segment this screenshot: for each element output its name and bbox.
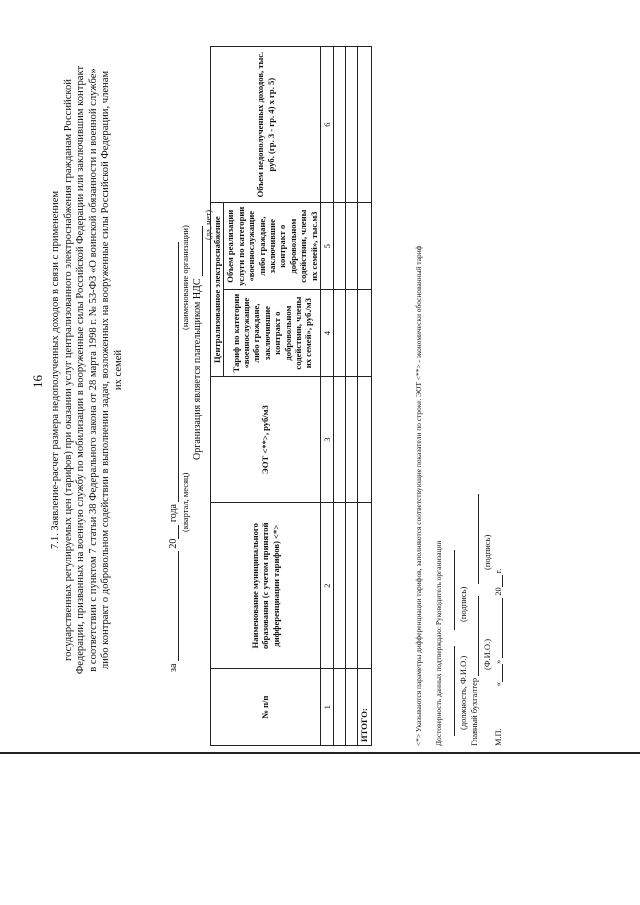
vat-text: Организация является плательщиком НДС [192, 278, 203, 460]
page-divider [0, 752, 640, 754]
title-line-6: их семей [112, 349, 124, 391]
header-eot: ЭОТ <**>, руб/м3 [211, 377, 321, 503]
title-line-4: в соответствии с пунктом 7 статьи 38 Федерального закона от 28 марта 1998 г. № 53-ФЗ «О воинской обязанности и военной службе» [87, 68, 99, 672]
cell[interactable] [358, 377, 371, 503]
month-field[interactable] [494, 598, 503, 658]
cell[interactable] [334, 47, 346, 203]
day-field[interactable] [494, 664, 503, 682]
footnote-2: Достоверность данных подтверждаю: Руководитель организации [434, 540, 443, 746]
form-title [50, 40, 126, 700]
cell[interactable] [346, 503, 358, 669]
cell[interactable] [346, 377, 358, 503]
col-number-2: 2 [321, 503, 334, 669]
period-line [168, 242, 179, 672]
period-field[interactable] [168, 551, 179, 661]
title-line-2: государственных регулируемых цен (тарифов) при оказании услуг централизованного электроснабжения гражданам Российской [62, 79, 74, 661]
cell[interactable] [334, 669, 346, 746]
title-line-1: 7.1. Заявление-расчет размера недополученных доходов в связи с применением [50, 190, 61, 550]
sign-caption: (подпись) [458, 586, 468, 622]
stamp-date-line [494, 569, 503, 746]
cell[interactable] [358, 503, 371, 669]
director-name-field[interactable] [446, 646, 455, 736]
vat-caption: (да, нет) [203, 209, 213, 240]
accountant-line [470, 494, 479, 746]
date-close-quote: » [494, 659, 503, 665]
sign-caption-2: (подпись) [482, 534, 492, 570]
col-number-4: 4 [321, 290, 334, 377]
header-volume: Объем реализации услуги по категории «военнослужащие либо граждане, заключившие контракт о добровольном содействии, члены их семей», тыс.м3 [224, 203, 321, 290]
director-signature-block [446, 550, 455, 736]
accountant-name-field[interactable] [470, 596, 479, 676]
cell[interactable] [334, 503, 346, 669]
period-caption: (квартал, месяц) [180, 472, 190, 532]
cell[interactable] [346, 47, 358, 203]
table-row [346, 47, 358, 746]
date-suffix: г. [494, 568, 503, 574]
calculation-table [210, 46, 372, 746]
header-lost-income: Объем недополученных доходов, тыс. руб. (гр. 3 - гр. 4) x гр. 5) [211, 47, 321, 203]
table-row [334, 47, 346, 746]
date-year: 20 [494, 587, 503, 596]
period-prefix: за [168, 663, 179, 672]
chief-accountant-label: Главный бухгалтер [470, 677, 479, 746]
accountant-sign-field[interactable] [470, 494, 479, 584]
cell[interactable] [358, 203, 371, 290]
col-number-3: 3 [321, 377, 334, 503]
title-line-5: либо контракт о добровольном содействии в выполнении задач, возложенных на вооруженные силы Российской Федерации, членам [100, 70, 112, 670]
date-open-quote: « [494, 682, 503, 687]
director-sign-field[interactable] [446, 550, 455, 630]
total-row [358, 47, 371, 746]
col-number-6: 6 [321, 47, 334, 203]
period-year-prefix: 20 [168, 538, 179, 549]
cell[interactable] [334, 377, 346, 503]
cell[interactable] [358, 290, 371, 377]
year-field[interactable] [168, 525, 179, 539]
page-number: 16 [30, 375, 45, 388]
cell[interactable] [346, 203, 358, 290]
cell[interactable] [346, 669, 358, 746]
header-num: № п/п [211, 669, 321, 746]
footnote-1: <*> Указываются параметры дифференциации тарифов, заполняются соответствующие показатели по строке. ЭОТ <**> - экономически обоснованный тариф [414, 245, 423, 746]
organization-field[interactable] [168, 242, 179, 502]
table-row [321, 47, 334, 746]
col-number-5: 5 [321, 203, 334, 290]
col-number-1: 1 [321, 669, 334, 746]
period-year-suffix: года [168, 504, 179, 523]
mp-label: М.П. [494, 728, 503, 746]
organization-caption: (наименование организации) [180, 225, 190, 330]
header-group: Централизованное электроснабжение [211, 203, 224, 377]
rotated-form [30, 0, 503, 760]
vat-field[interactable] [192, 226, 203, 276]
header-municipality: Наименование муниципального образования (с учетом принятой дифференциации тарифов) <*> [211, 503, 321, 669]
cell[interactable] [334, 290, 346, 377]
date-year-field[interactable] [494, 575, 503, 587]
total-label: ИТОГО: [358, 669, 371, 746]
cell[interactable] [334, 203, 346, 290]
fio-caption: (Ф.И.О.) [482, 638, 492, 670]
position-caption: (должность, Ф.И.О.) [458, 655, 468, 730]
vat-line [192, 226, 203, 460]
cell[interactable] [358, 47, 371, 203]
cell[interactable] [346, 290, 358, 377]
title-line-3: Федерации, призванных на военную службу по мобилизации в вооруженные силы Российской Федерации или заключившим контракт [75, 65, 87, 675]
header-tariff: Тариф по категории «военнослужащие либо граждане, заключившие контракт о добровольном содействии, члены их семей», руб./м3 [224, 290, 321, 377]
